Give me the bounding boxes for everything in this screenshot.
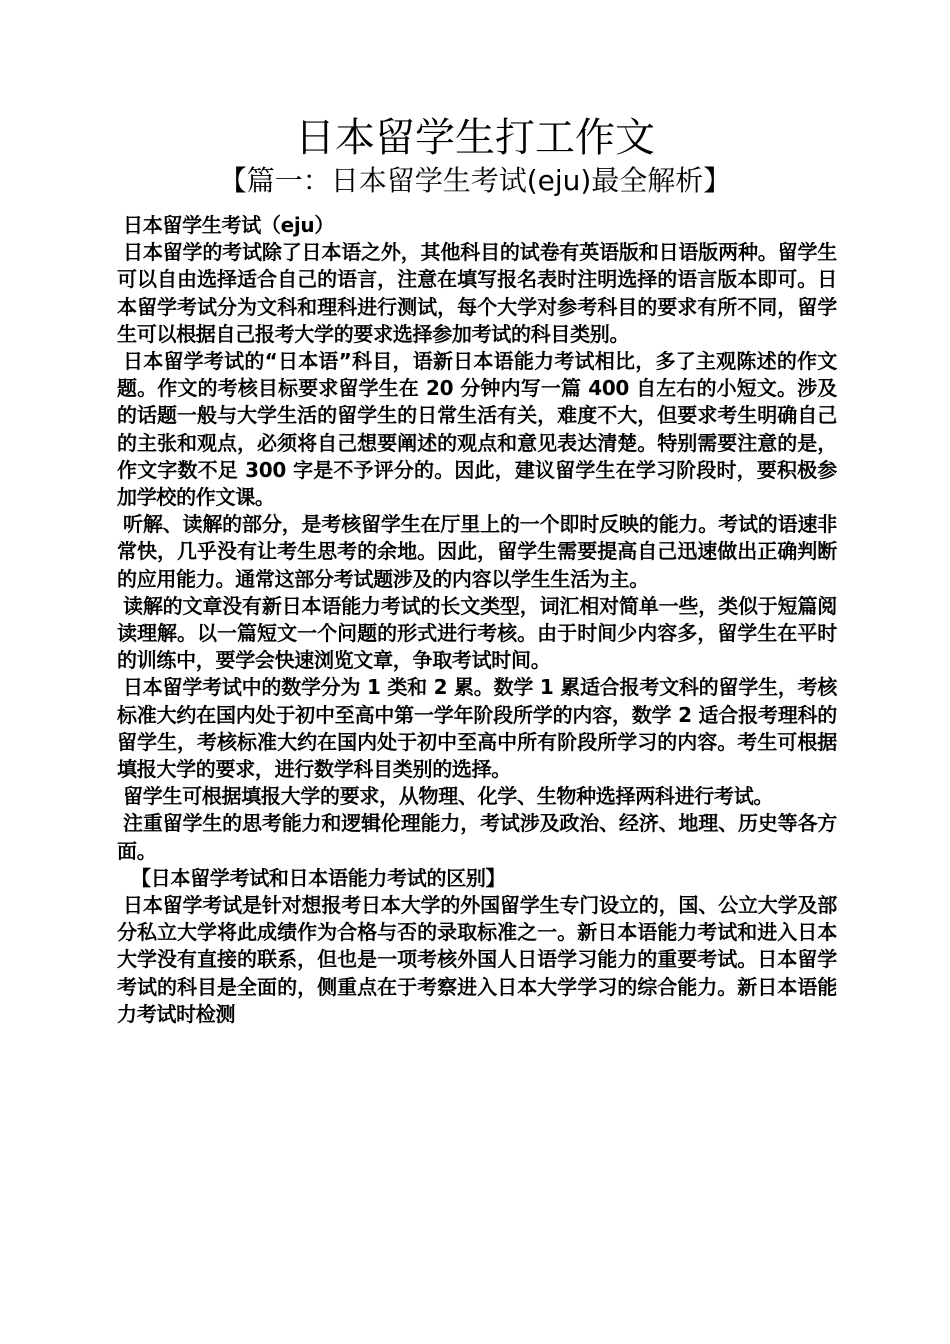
paragraph-science: 留学生可根据填报大学的要求，从物理、化学、生物种选择两科进行考试。	[123, 784, 774, 809]
section-heading-eju: 日本留学生考试（eju）	[123, 213, 335, 237]
paragraph-differences: 日本留学考试是针对想报考日本大学的外国留学生专门设立的，国、公立大学及部分私立大学将此成绩作为合格与否的录取标准之一。新日本语能力考试和进入日本大学没有直接的联系，但也是一项考核外国人日语学习能力的重要考试。日本留学考试的科目是全面的，侧重点在于考察进入日本大学学习的综合能力。新日本语能力考试时检测	[117, 893, 837, 1026]
paragraph-general-subjects: 注重留学生的思考能力和逻辑伦理能力，考试涉及政治、经济、地理、历史等各方面。	[117, 811, 837, 863]
paragraph-japanese-subject: 日本留学考试的“日本语”科目，语新日本语能力考试相比，多了主观陈述的作文题。作文的考核目标要求留学生在 20 分钟内写一篇 400 自左右的小短文。涉及的话题一般与大学生活的留学生的日常生活有关，难度不大，但要求考生明确自己的主张和观点，必须将自己想要阐述的观点和意见表达清楚。特别需要注意的是，作文字数不足 300 字是不予评分的。因此，建议留学生在学习阶段时，要积极参加学校的作文课。	[117, 349, 837, 510]
paragraph-mathematics: 日本留学考试中的数学分为 1 类和 2 累。数学 1 累适合报考文科的留学生，考核标准大约在国内处于初中至高中第一学年阶段所学的内容，数学 2 适合报考理科的留学生，考核标准大约在国内处于初中至高中所有阶段所学习的内容。考生可根据填报大学的要求，进行数学科目类别的选择。	[117, 675, 837, 782]
section-heading-differences: 【日本留学考试和日本语能力考试的区别】	[131, 865, 506, 890]
page-subtitle: 【篇一：日本留学生考试(eju)最全解析】	[218, 164, 732, 197]
page-title: 日本留学生打工作文	[295, 115, 655, 161]
paragraph-language-versions: 日本留学的考试除了日本语之外，其他科目的试卷有英语版和日语版两种。留学生可以自由选择适合自己的语言，注意在填写报名表时注明选择的语言版本即可。日本留学考试分为文科和理科进行测试，每个大学对参考科目的要求有所不同，留学生可以根据自己报考大学的要求选择参加考试的科目类别。	[117, 240, 837, 346]
paragraph-reading-articles: 读解的文章没有新日本语能力考试的长文类型，词汇相对简单一些，类似于短篇阅读理解。以一篇短文一个问题的形式进行考核。由于时间少内容多，留学生在平时的训练中，要学会快速浏览文章，争取考试时间。	[117, 593, 837, 673]
document-body	[117, 212, 837, 1028]
paragraph-listening-reading: 听解、读解的部分，是考核留学生在厅里上的一个即时反映的能力。考试的语速非常快，几乎没有让考生思考的余地。因此，留学生需要提高自己迅速做出正确判断的应用能力。通常这部分考试题涉及的内容以学生生活为主。	[117, 512, 837, 591]
